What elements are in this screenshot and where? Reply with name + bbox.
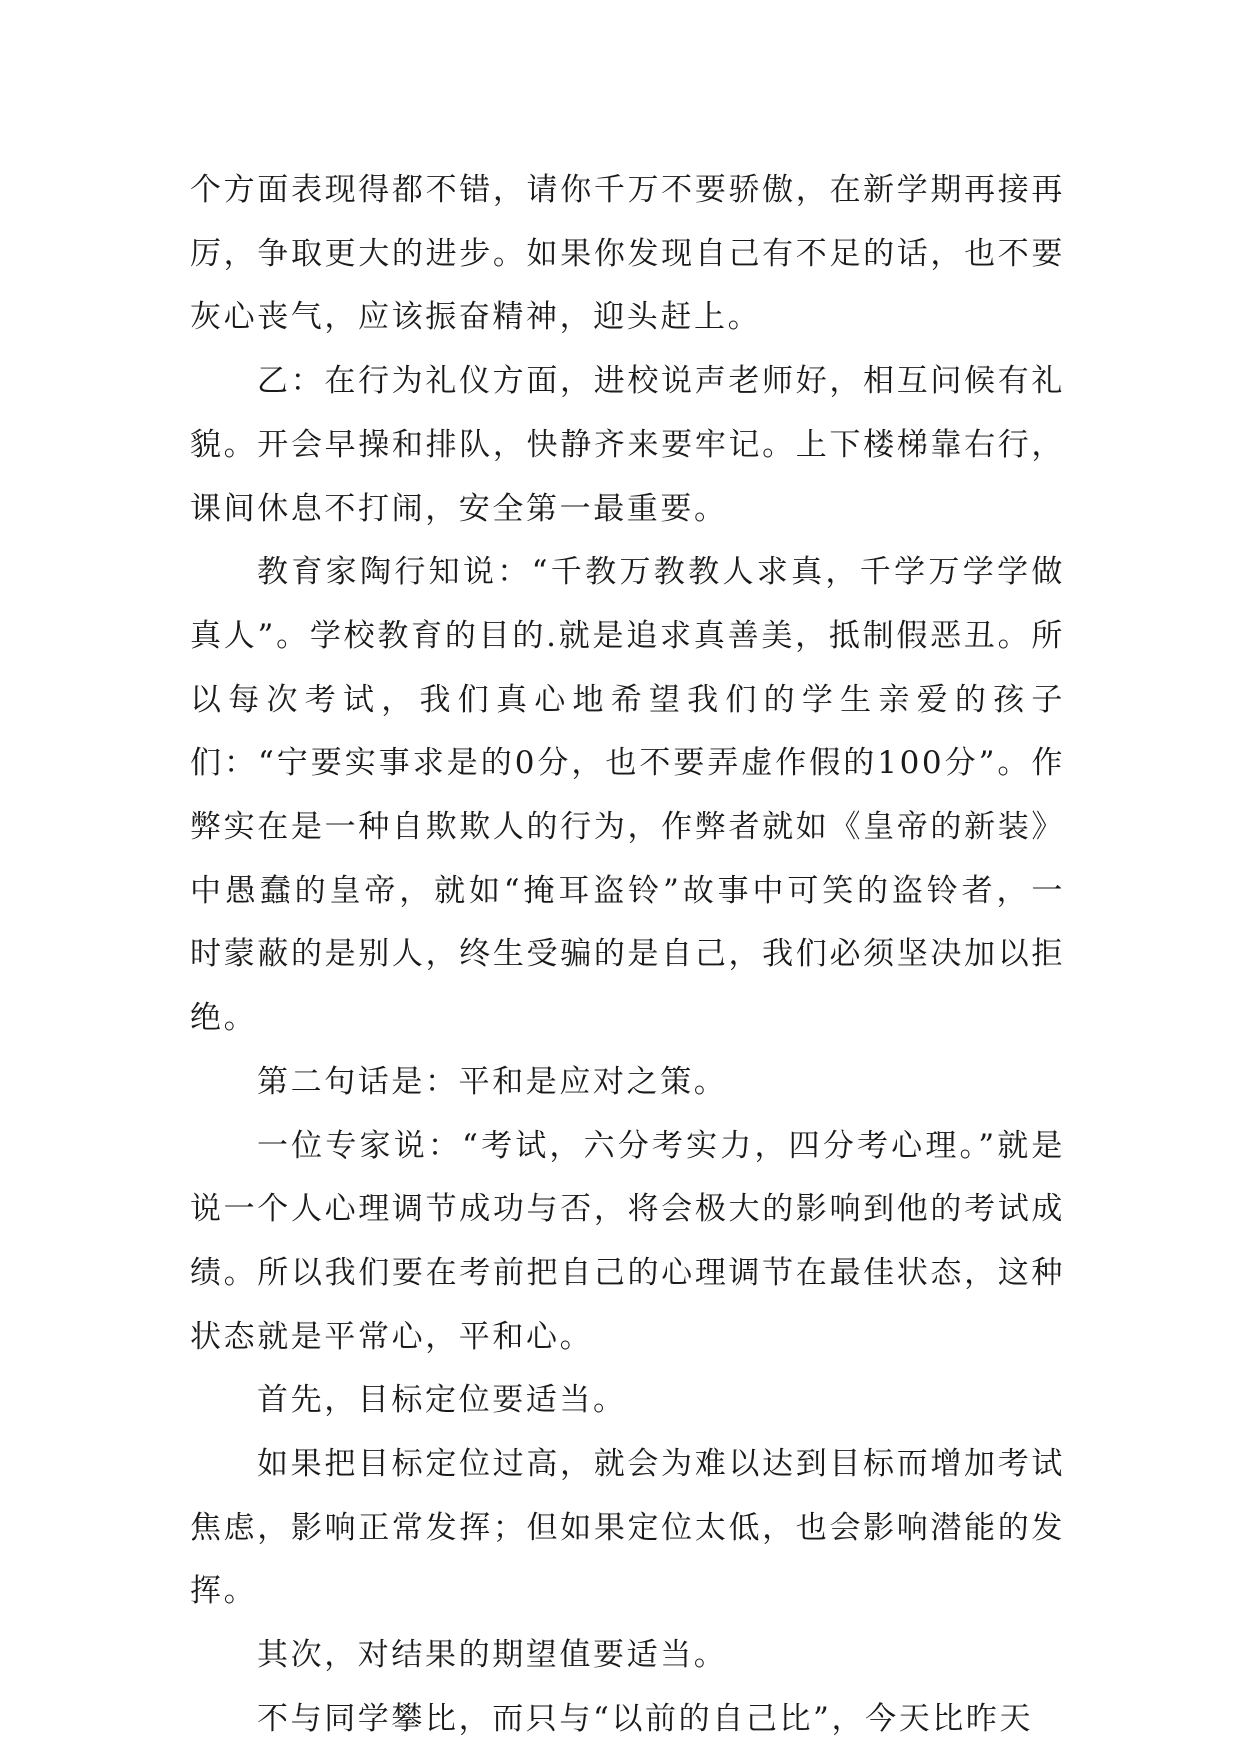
paragraph-1: 个方面表现得都不错，请你千万不要骄傲，在新学期再接再厉，争取更大的进步。如果你发现自己有不足的话，也不要灰心丧气，应该振奋精神，迎头赶上。 bbox=[190, 172, 1065, 336]
paragraph-3: 教育家陶行知说：“千教万教教人求真，千学万学学做真人”。学校教育的目的.就是追求真善美，抵制假恶丑。所以每次考试，我们真心地希望我们的学生亲爱的孩子们：“宁要实事求是的0分，也不要弄虚作假的100分”。作弊实在是一种自欺欺人的行为，作弊者就如《皇帝的新装》中愚蠢的皇帝，就如“掩耳盗铃”故事中可笑的盗铃者，一时蒙蔽的是别人，终生受骗的是自己，我们必须坚决加以拒绝。 bbox=[190, 554, 1065, 1037]
paragraph-7: 如果把目标定位过高，就会为难以达到目标而增加考试焦虑，影响正常发挥；但如果定位太低，也会影响潜能的发挥。 bbox=[190, 1446, 1065, 1610]
paragraph-6: 首先，目标定位要适当。 bbox=[257, 1382, 627, 1419]
paragraph-5: 一位专家说：“考试，六分考实力，四分考心理。”就是说一个人心理调节成功与否，将会极大的影响到他的考试成绩。所以我们要在考前把自己的心理调节在最佳状态，这种状态就是平常心，平和心。 bbox=[190, 1127, 1065, 1355]
paragraph-9: 不与同学攀比，而只与“以前的自己比”，今天比昨天 bbox=[257, 1700, 1034, 1737]
paragraph-8: 其次，对结果的期望值要适当。 bbox=[257, 1637, 728, 1674]
paragraph-4: 第二句话是：平和是应对之策。 bbox=[257, 1063, 728, 1100]
paragraph-2: 乙：在行为礼仪方面，进校说声老师好，相互问候有礼貌。开会早操和排队，快静齐来要牢记。上下楼梯靠右行，课间休息不打闹，安全第一最重要。 bbox=[190, 363, 1065, 527]
document-body bbox=[190, 159, 1065, 1752]
